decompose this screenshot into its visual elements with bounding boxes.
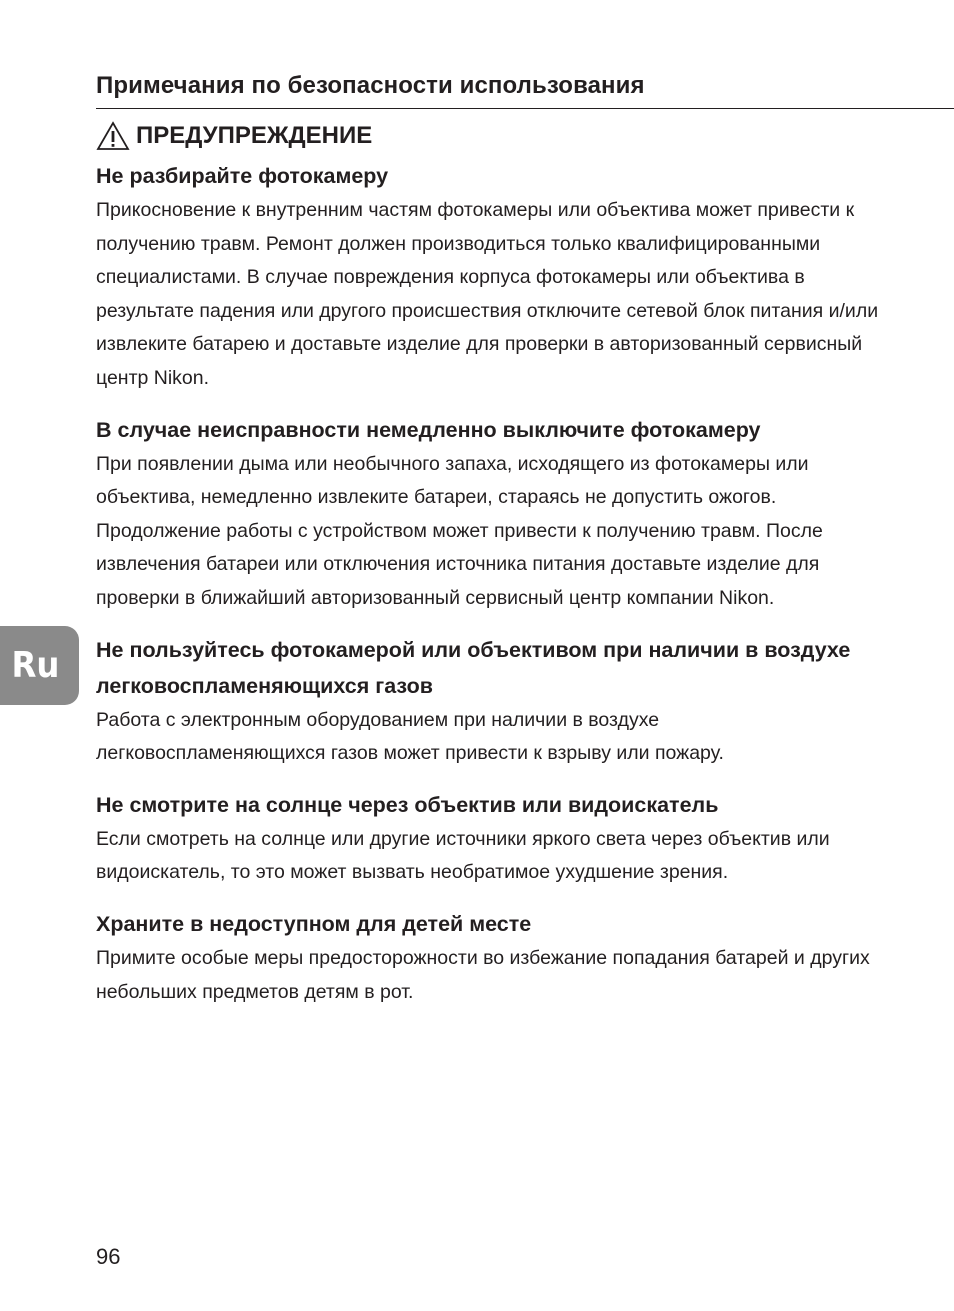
section-malfunction xyxy=(96,412,886,616)
section-flammable-gas xyxy=(96,632,886,771)
page-title: Примечания по безопасности использования xyxy=(96,72,645,99)
section-disassembly xyxy=(96,158,886,396)
section-children xyxy=(96,906,886,1009)
warning-label: ПРЕДУПРЕЖДЕНИЕ xyxy=(136,122,373,149)
section-body: Если смотреть на солнце или другие источники яркого света через объектив или видоискатель, то это может вызвать необратимое ухудшение зрения. xyxy=(96,827,830,884)
title-divider xyxy=(96,108,954,109)
section-heading: Не разбирайте фотокамеру xyxy=(96,164,389,188)
section-heading: Не смотрите на солнце через объектив или видоискатель xyxy=(96,792,719,817)
language-tab: Ru xyxy=(0,626,79,705)
section-body: Прикосновение к внутренним частям фотокамеры или объектива может привести к получению травм. Ремонт должен производиться только квалифицированными специалистами. В случае повреждения корпуса фотокамеры или объектива в результате падения или другого происшествия отключите сетевой блок питания и/или извлеките батарею и доставьте изделие для проверки в авторизованный сервисный центр Nikon. xyxy=(96,199,879,389)
warning-triangle-icon xyxy=(96,121,130,151)
section-heading: Не пользуйтесь фотокамерой или объективом при наличии в воздухе легковоспламеняющихся газов xyxy=(96,637,851,698)
page-number: 96 xyxy=(96,1244,121,1269)
section-heading: Храните в недоступном для детей месте xyxy=(96,911,532,936)
section-heading: В случае неисправности немедленно выключите фотокамеру xyxy=(96,417,761,442)
section-body: Примите особые меры предосторожности во избежание попадания батарей и других небольших предметов детям в рот. xyxy=(96,946,870,1003)
section-body: Работа с электронным оборудованием при наличии в воздухе легковоспламеняющихся газов может привести к взрыву или пожару. xyxy=(96,708,724,765)
section-body: При появлении дыма или необычного запаха, исходящего из фотокамеры или объектива, немедленно извлеките батареи, стараясь не допустить ожогов. Продолжение работы с устройством может привести к получению травм. После извлечения батареи или отключения источника питания доставьте изделие для проверки в ближайший авторизованный сервисный центр компании Nikon. xyxy=(96,452,823,609)
warning-heading xyxy=(96,120,372,152)
sections-container xyxy=(96,158,886,1009)
section-sun xyxy=(96,787,886,890)
